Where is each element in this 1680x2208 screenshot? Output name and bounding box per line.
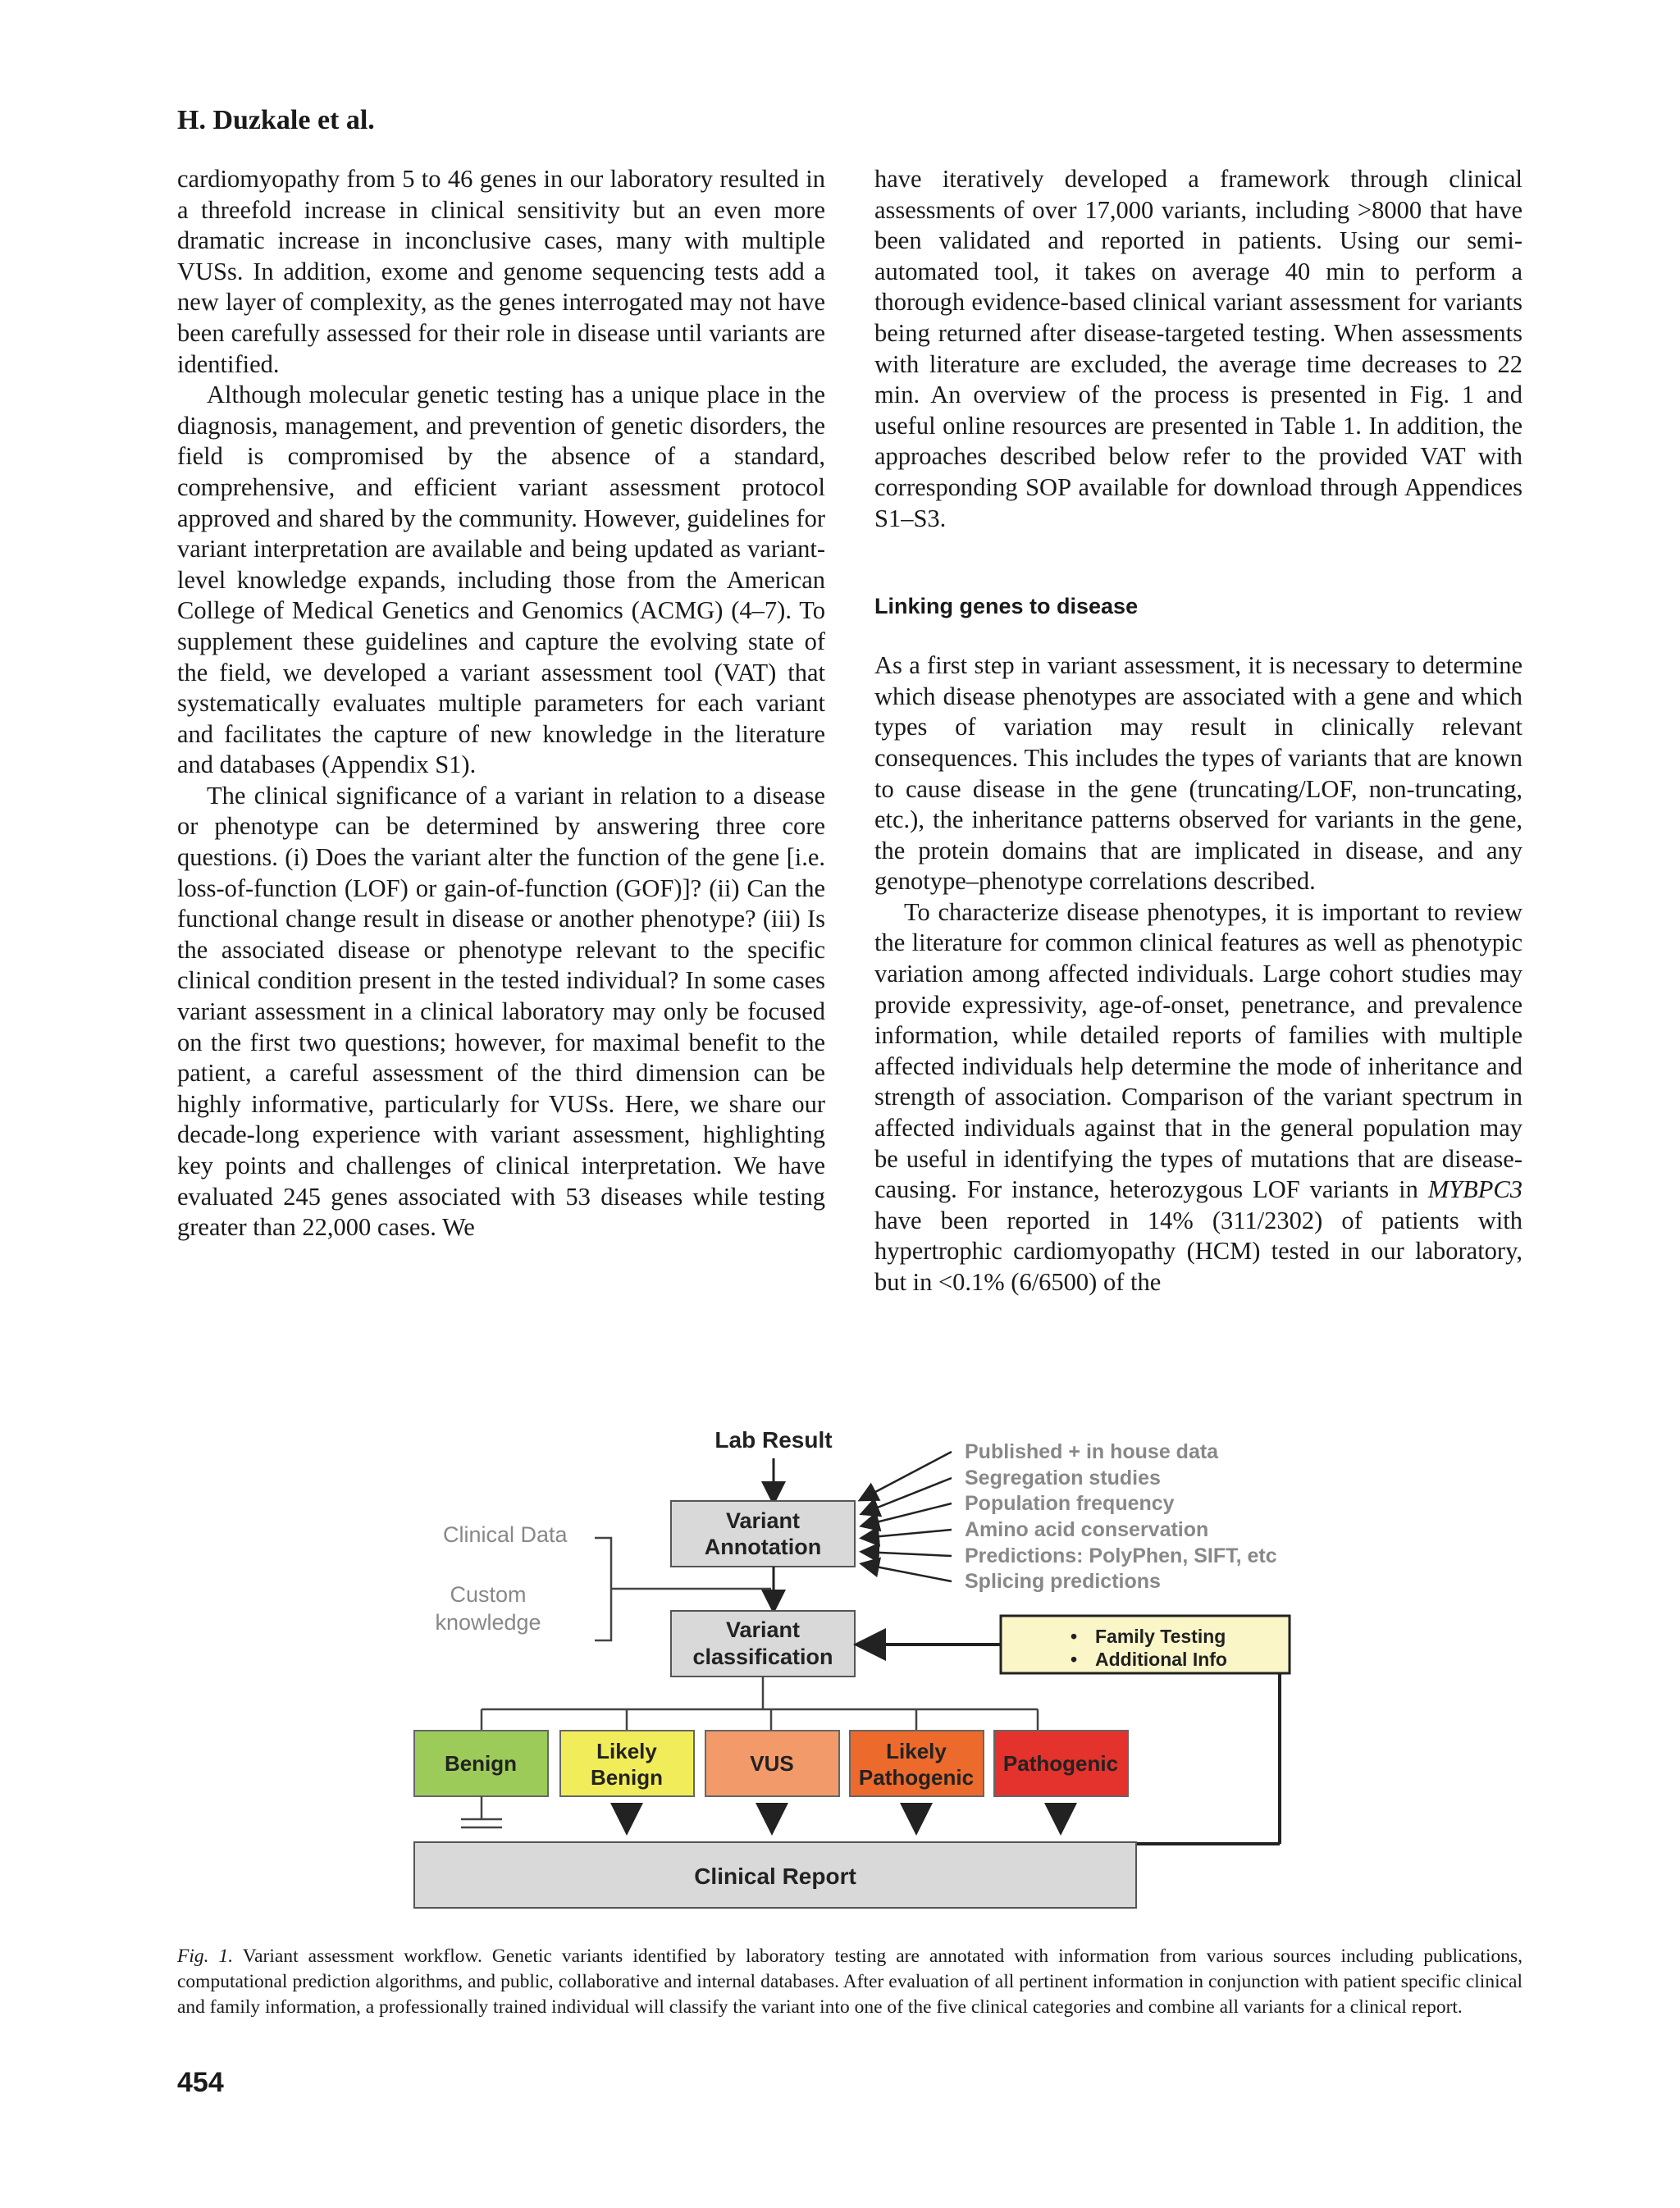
- variant-classification-line1: Variant: [725, 1617, 801, 1642]
- category-label-likely-pathogenic-1: Likely: [886, 1739, 947, 1763]
- annotation-source: Amino acid conservation: [965, 1518, 1209, 1541]
- paragraph: Although molecular genetic testing has a unique place in the diagnosis, management, and prevention of genetic disorders, the field is compromised by the absence of a standard, comprehensive, and efficient variant assessment protocol approved and shared by the community. However, guidelines for variant interpretation are available and being updated as variant-level knowledge expands, including those from the American College of Medical Genetics and Genomics (ACMG) (4–7). To supplement these guidelines and capture the evolving state of the field, we developed a variant assessment tool (VAT) that systematically evaluates multiple parameters for each variant and facilitates the capture of new knowledge in the literature and databases (Appendix S1).: [177, 381, 825, 779]
- paragraph: As a first step in variant assessment, it is necessary to determine which disease phenotypes are associated with a gene and which types of variation may result in clinically relevant consequences. This includes the types of variants that are known to cause disease in the gene (truncating/LOF, non-truncating, etc.), the inheritance patterns observed for variants in the gene, the protein domains that are implicated in disease, and any genotype–phenotype correlations described.: [874, 651, 1522, 896]
- gene-name: MYBPC3: [1427, 1175, 1522, 1204]
- variant-annotation-line1: Variant: [725, 1508, 801, 1533]
- category-label-likely-benign-2: Benign: [590, 1765, 664, 1790]
- paragraph: cardiomyopathy from 5 to 46 genes in our laboratory resulted in a threefold increase in clinical sensitivity but an even more dramatic increase in inconclusive cases, many with multiple VUSs. In addition, exome and genome sequencing tests add a new layer of complexity, as the genes interrogated may not have been carefully assessed for their role in disease until variants are identified.: [177, 165, 825, 378]
- category-label-likely-benign-1: Likely: [596, 1739, 657, 1763]
- annotation-source: Segregation studies: [965, 1467, 1161, 1489]
- category-label-vus: VUS: [750, 1751, 794, 1776]
- variant-classification-line2: classification: [692, 1645, 833, 1669]
- variant-annotation-line2: Annotation: [704, 1535, 822, 1559]
- category-label-pathogenic: Pathogenic: [1002, 1751, 1119, 1776]
- category-label-likely-pathogenic-2: Pathogenic: [858, 1765, 975, 1790]
- extra-info-bullet: •: [1071, 1626, 1078, 1647]
- extra-info-item: Family Testing: [1095, 1626, 1226, 1647]
- right-column: [874, 164, 1522, 1298]
- paragraph-text: have been reported in 14% (311/2302) of patients with hypertrophic cardiomyopathy (HCM) tested in our laboratory, but in <0.1% (6/6500) of the: [874, 1206, 1522, 1296]
- clinical-report-label: Clinical Report: [694, 1864, 856, 1889]
- figure-caption: [177, 1944, 1522, 2020]
- paragraph: [874, 897, 1522, 1298]
- annotation-source: Predictions: PolyPhen, SIFT, etc: [965, 1544, 1277, 1567]
- custom-knowledge-line1: Custom: [450, 1582, 527, 1607]
- extra-info-bullet: •: [1071, 1649, 1078, 1670]
- annotation-source: Splicing predictions: [965, 1570, 1161, 1593]
- custom-knowledge-line2: knowledge: [435, 1610, 541, 1635]
- running-head: H. Duzkale et al.: [177, 105, 375, 135]
- workflow-figure: [410, 1419, 1296, 1927]
- section-heading: Linking genes to disease: [874, 594, 1139, 619]
- paragraph-text: To characterize disease phenotypes, it is important to review the literature for common clinical features as well as phenotypic variation among affected individuals. Large cohort studies may provide expressivity, age-of-onset, penetrance, and prevalence information, while detailed reports of families with multiple affected individuals help determine the mode of inheritance and strength of association. Comparison of the variant spectrum in affected individuals against that in the general population may be useful in identifying the types of mutations that are disease-causing. For instance, heterozygous LOF variants in: [874, 897, 1522, 1204]
- category-label-benign: Benign: [444, 1751, 518, 1776]
- annotation-source: Published + in house data: [965, 1440, 1219, 1463]
- paragraph: have iteratively developed a framework through clinical assessments of over 17,000 variants, including >8000 that have been validated and reported in patients. Using our semi-automated tool, it takes on average 40 min to perform a thorough evidence-based clinical variant assessment for variants being returned after disease-targeted testing. When assessments with literature are excluded, the average time decreases to 22 min. An overview of the process is presented in Fig. 1 and useful online resources are presented in Table 1. In addition, the approaches described below refer to the provided VAT with corresponding SOP available for download through Appendices S1–S3.: [874, 165, 1522, 532]
- annotation-source: Population frequency: [965, 1492, 1175, 1515]
- lab-result-label: Lab Result: [714, 1427, 833, 1453]
- extra-info-item: Additional Info: [1095, 1649, 1227, 1670]
- caption-text: Variant assessment workflow. Genetic variants identified by laboratory testing are annotated with information from various sources including publications, computational prediction algorithms, and public, collaborative and internal databases. After evaluation of all pertinent information in conjunction with patient specific clinical and family information, a professionally trained individual will classify the variant into one of the five clinical categories and combine all variants for a clinical report.: [177, 1946, 1523, 2018]
- figure-label: Fig. 1.: [177, 1946, 234, 1967]
- left-column: [177, 164, 825, 1243]
- paragraph: The clinical significance of a variant in relation to a disease or phenotype can be determined by answering three core questions. (i) Does the variant alter the function of the gene [i.e. loss-of-function (LOF) or gain-of-function (GOF)]? (ii) Can the functional change result in disease or another phenotype? (iii) Is the associated disease or phenotype relevant to the specific clinical condition present in the tested individual? In some cases variant assessment in a clinical laboratory may only be focused on the first two questions; however, for maximal benefit to the patient, a careful assessment of the third dimension can be highly informative, particularly for VUSs. Here, we share our decade-long experience with variant assessment, highlighting key points and challenges of clinical interpretation. We have evaluated 245 genes associated with 53 diseases while testing greater than 22,000 cases. We: [177, 781, 825, 1242]
- page-number: 454: [177, 2067, 224, 2098]
- clinical-data-label: Clinical Data: [443, 1522, 568, 1547]
